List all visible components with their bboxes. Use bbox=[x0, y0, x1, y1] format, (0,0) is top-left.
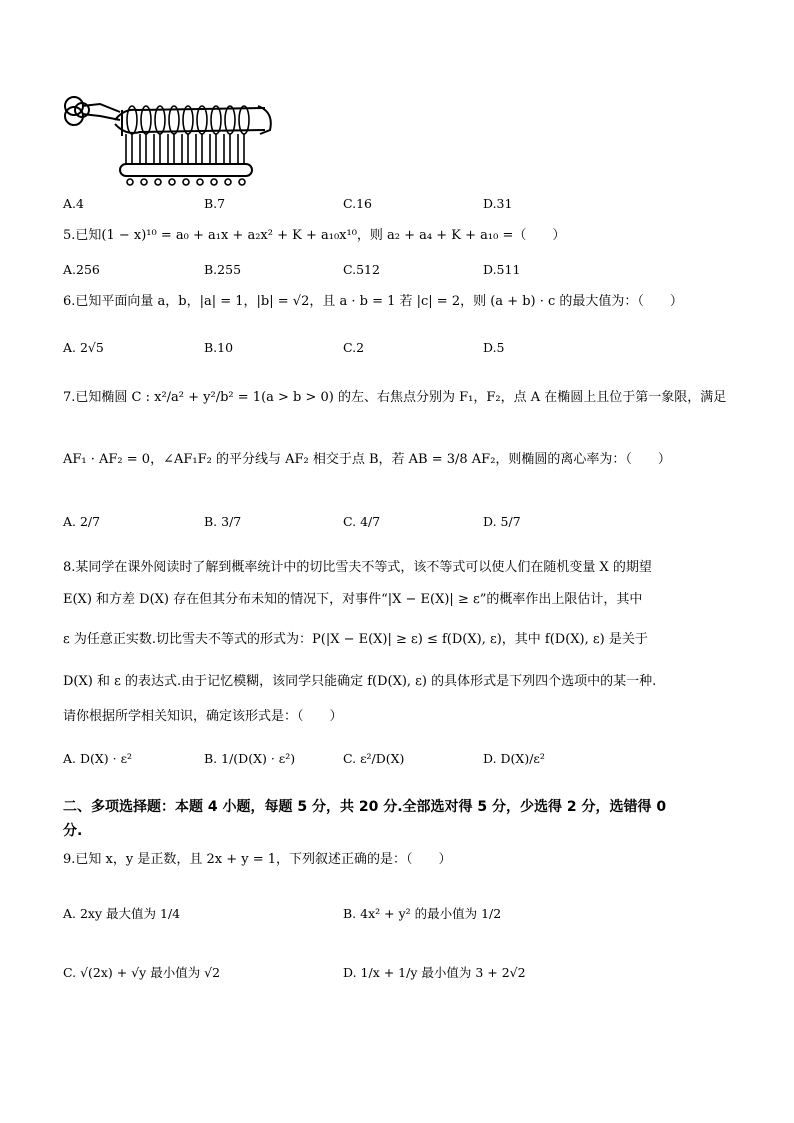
q5-stem: 5.已知(1 − x)¹⁰ = a₀ + a₁x + a₂x² + K + a₁₀x¹⁰，则 a₂ + a₄ + K + a₁₀ =（ ） bbox=[63, 228, 566, 243]
q6-option-d: D.5 bbox=[483, 340, 505, 355]
q7-option-c: C. 4/7 bbox=[343, 514, 381, 529]
q9-stem: 9.已知 x，y 是正数，且 2x + y = 1，下列叙述正确的是：（ ） bbox=[63, 852, 452, 867]
q9-option-a: A. 2xy 最大值为 1/4 bbox=[63, 906, 181, 921]
q4-option-a: A.4 bbox=[63, 196, 84, 211]
section-heading-cont: 分. bbox=[63, 823, 83, 839]
q8-stem-line5: 请你根据所学相关知识，确定该形式是：（ ） bbox=[63, 709, 343, 724]
q6-stem: 6.已知平面向量 a，b，|a| = 1，|b| = √2，且 a · b = 1 若 |c| = 2，则 (a + b) · c 的最大值为：（ ） bbox=[63, 294, 683, 309]
q7-option-a: A. 2/7 bbox=[63, 514, 101, 529]
q8-option-d: D. D(X)/ε² bbox=[483, 751, 545, 766]
q9-option-b: B. 4x² + y² 的最小值为 1/2 bbox=[343, 906, 502, 921]
q4-option-c: C.16 bbox=[343, 196, 372, 211]
q6-option-b: B.10 bbox=[204, 340, 234, 355]
q7-stem-line2: AF₁ · AF₂ = 0，∠AF₁F₂ 的平分线与 AF₂ 相交于点 B，若 AB = 3/8 AF₂，则椭圆的离心率为：（ ） bbox=[63, 452, 671, 467]
q8-stem-line4: D(X) 和 ε 的表达式.由于记忆模糊，该同学只能确定 f(D(X), ε) 的具体形式是下列四个选项中的某一种. bbox=[63, 674, 657, 689]
q5-option-a: A.256 bbox=[63, 262, 100, 277]
q7-option-b: B. 3/7 bbox=[204, 514, 242, 529]
section-heading: 二、多项选择题：本题 4 小题，每题 5 分，共 20 分.全部选对得 5 分，少选得 2 分，选错得 0 bbox=[63, 799, 667, 815]
q5-option-c: C.512 bbox=[343, 262, 380, 277]
ring-puzzle-figure bbox=[60, 90, 285, 190]
q4-option-d: D.31 bbox=[483, 196, 513, 211]
q6-option-a: A. 2√5 bbox=[63, 340, 104, 355]
q8-stem-line2: E(X) 和方差 D(X) 存在但其分布未知的情况下，对事件“|X − E(X)| ≥ ε”的概率作出上限估计，其中 bbox=[63, 592, 643, 607]
q5-option-b: B.255 bbox=[204, 262, 242, 277]
q8-option-c: C. ε²/D(X) bbox=[343, 751, 405, 766]
q6-option-c: C.2 bbox=[343, 340, 365, 355]
q8-stem-line3: ε 为任意正实数.切比雪夫不等式的形式为：P(|X − E(X)| ≥ ε) ≤ f(D(X), ε)，其中 f(D(X), ε) 是关于 bbox=[63, 632, 648, 647]
q9-option-d: D. 1/x + 1/y 最小值为 3 + 2√2 bbox=[343, 965, 526, 980]
q4-option-b: B.7 bbox=[204, 196, 226, 211]
q5-option-d: D.511 bbox=[483, 262, 521, 277]
q9-option-c: C. √(2x) + √y 最小值为 √2 bbox=[63, 965, 221, 980]
q7-stem-line1: 7.已知椭圆 C : x²/a² + y²/b² = 1(a > b > 0) 的左、右焦点分别为 F₁，F₂，点 A 在椭圆上且位于第一象限，满足 bbox=[63, 390, 727, 405]
q8-stem-line1: 8.某同学在课外阅读时了解到概率统计中的切比雪夫不等式，该不等式可以使人们在随机变量 X 的期望 bbox=[63, 560, 652, 575]
q8-option-b: B. 1/(D(X) · ε²) bbox=[204, 751, 296, 766]
q7-option-d: D. 5/7 bbox=[483, 514, 521, 529]
q8-option-a: A. D(X) · ε² bbox=[63, 751, 133, 766]
